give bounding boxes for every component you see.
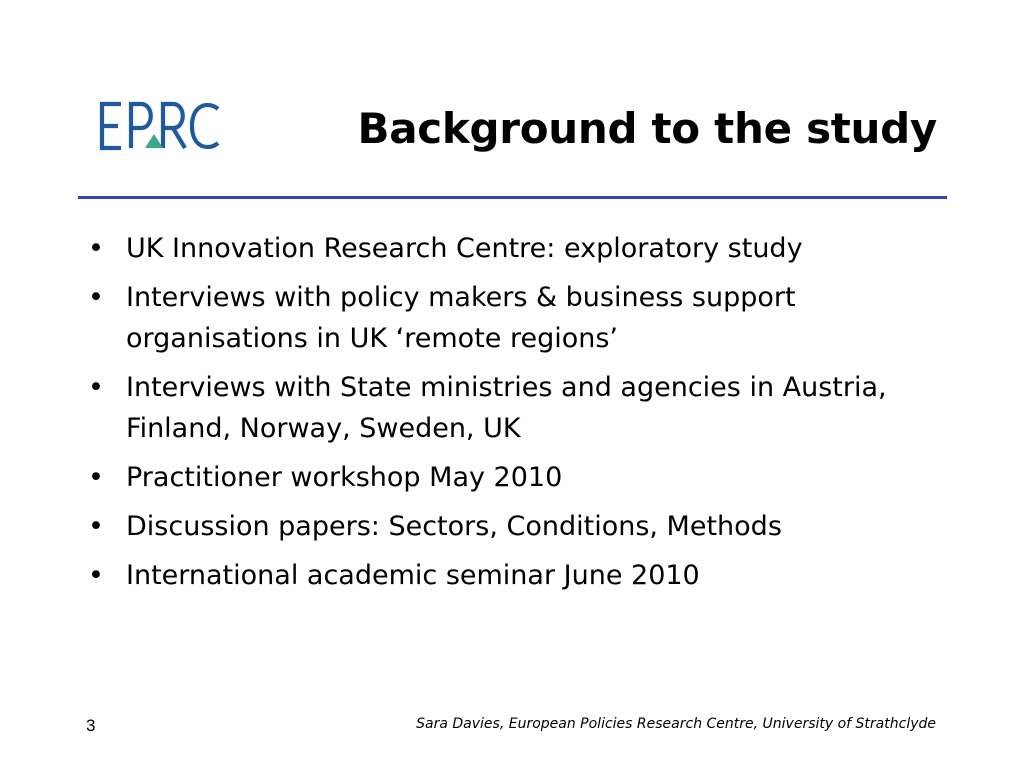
bullet-list bbox=[88, 228, 968, 604]
footer-credit: Sara Davies, European Policies Research Centre, University of Strathclyde bbox=[416, 716, 936, 732]
bullet-glyph: • bbox=[88, 282, 104, 313]
bullet-item bbox=[88, 277, 968, 359]
bullet-glyph: • bbox=[88, 372, 104, 403]
bullet-item bbox=[88, 555, 968, 596]
bullet-glyph: • bbox=[88, 511, 104, 542]
bullet-glyph: • bbox=[88, 560, 104, 591]
bullet-item bbox=[88, 367, 968, 449]
slide-title: Background to the study bbox=[357, 104, 937, 153]
bullet-text: Discussion papers: Sectors, Conditions, Methods bbox=[126, 511, 782, 542]
bullet-text: Practitioner workshop May 2010 bbox=[126, 462, 563, 493]
bullet-glyph: • bbox=[88, 233, 104, 264]
bullet-item bbox=[88, 228, 968, 269]
title-divider bbox=[78, 196, 947, 199]
bullet-text: Interviews with policy makers & business support organisations in UK ‘remote regions’ bbox=[126, 282, 796, 354]
bullet-item bbox=[88, 506, 968, 547]
bullet-text: UK Innovation Research Centre: exploratory study bbox=[126, 233, 803, 264]
page-number: 3 bbox=[86, 716, 96, 735]
bullet-glyph: • bbox=[88, 462, 104, 493]
bullet-text: International academic seminar June 2010 bbox=[126, 560, 700, 591]
bullet-text: Interviews with State ministries and agencies in Austria, Finland, Norway, Sweden, UK bbox=[126, 372, 887, 444]
eprc-logo bbox=[99, 98, 221, 154]
bullet-item bbox=[88, 457, 968, 498]
